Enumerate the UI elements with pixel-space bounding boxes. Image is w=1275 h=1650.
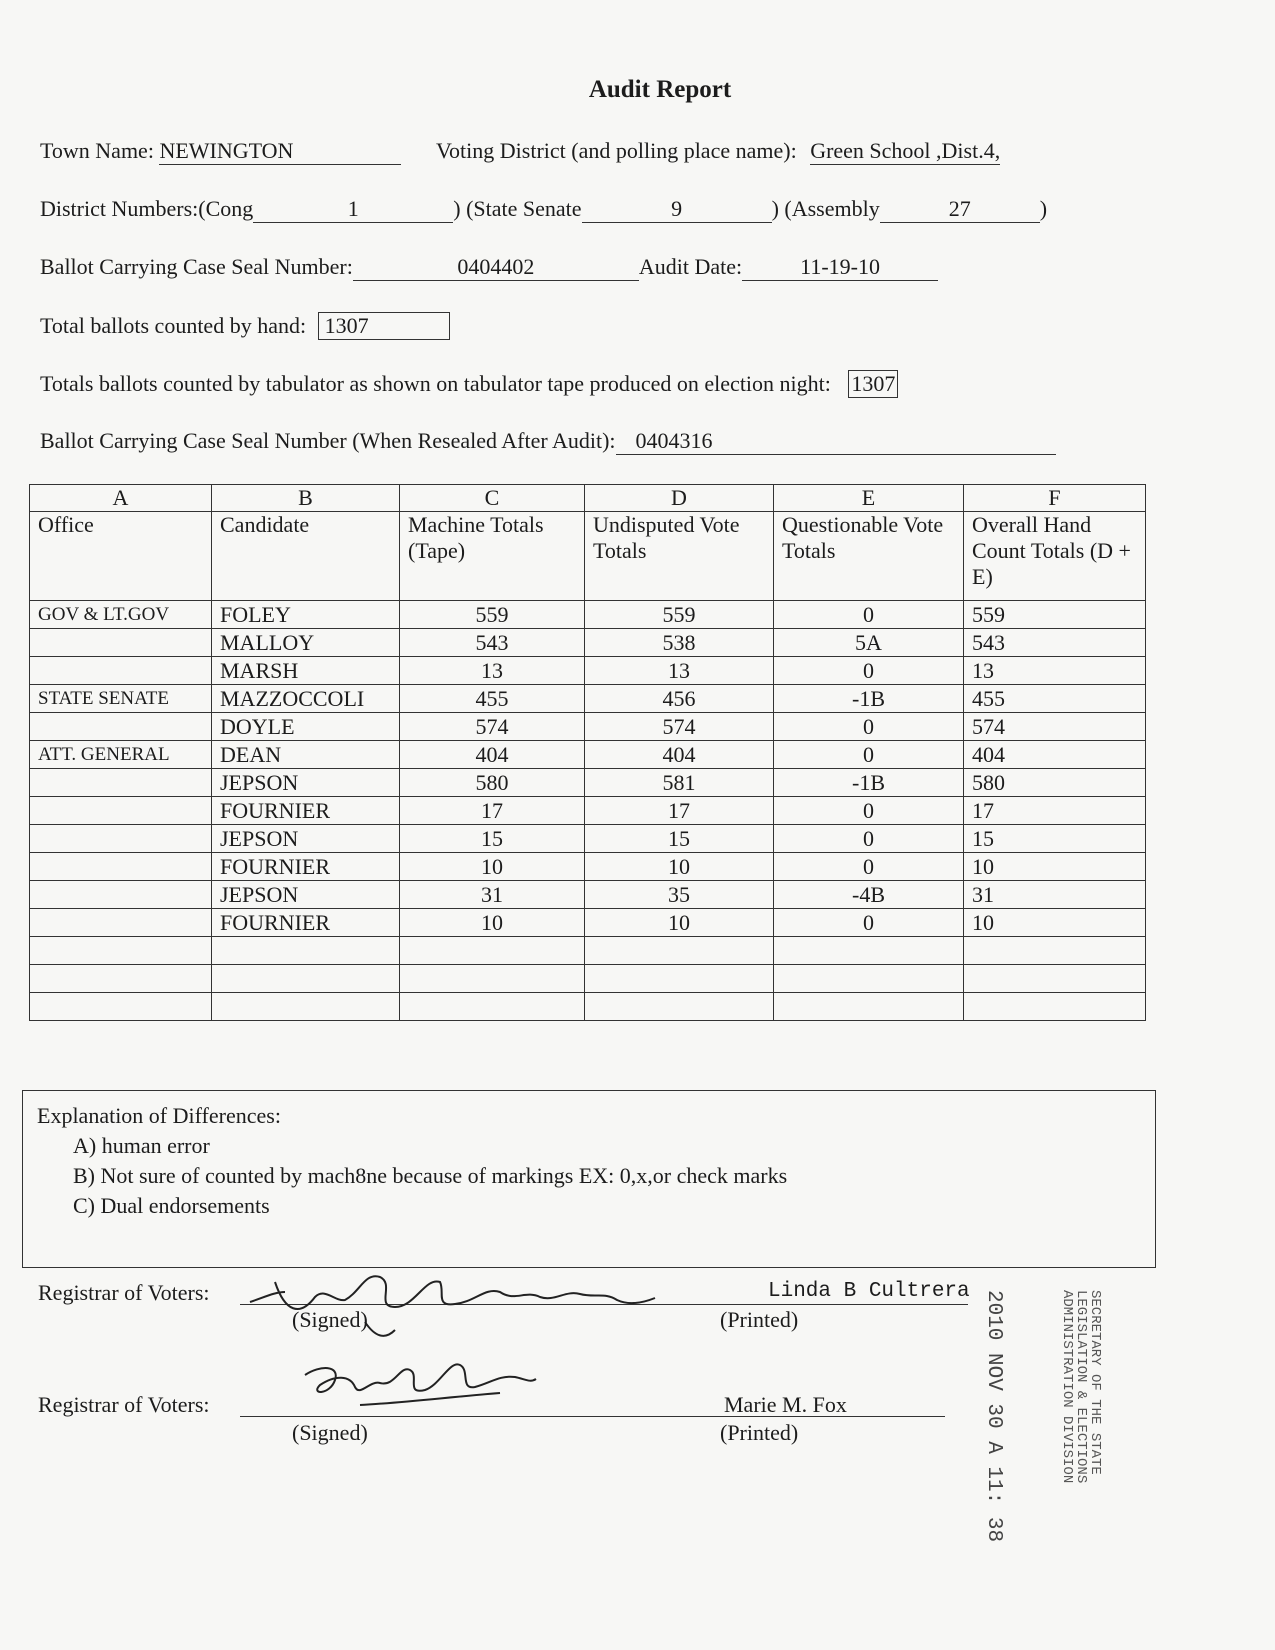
assembly-value: 27 [880, 196, 1040, 223]
machine-total-cell: 543 [400, 629, 585, 657]
senate-label: ) (State Senate [453, 196, 582, 221]
tabulator-value: 1307 [848, 370, 898, 398]
undisputed-total-cell [585, 937, 774, 965]
office-cell [30, 937, 212, 965]
column-header: Undisputed Vote Totals [585, 512, 774, 601]
office-cell [30, 629, 212, 657]
candidate-cell: MALLOY [212, 629, 400, 657]
table-row [30, 993, 1146, 1021]
column-header: Candidate [212, 512, 400, 601]
assembly-close: ) [1039, 196, 1048, 221]
tabulator-line [40, 370, 898, 398]
hand-count-total-cell: 15 [964, 825, 1146, 853]
questionable-total-cell: 0 [774, 657, 964, 685]
column-header: Questionable Vote Totals [774, 512, 964, 601]
district-numbers-line [40, 196, 1047, 223]
questionable-total-cell: -1B [774, 685, 964, 713]
table-row [30, 769, 1146, 797]
town-label: Town Name: [40, 138, 154, 163]
machine-total-cell [400, 993, 585, 1021]
machine-total-cell: 559 [400, 601, 585, 629]
candidate-cell: JEPSON [212, 769, 400, 797]
column-header-row [30, 512, 1146, 601]
hand-count-total-cell: 404 [964, 741, 1146, 769]
candidate-cell: FOURNIER [212, 797, 400, 825]
candidate-cell: JEPSON [212, 825, 400, 853]
table-row [30, 909, 1146, 937]
undisputed-total-cell: 581 [585, 769, 774, 797]
page-title: Audit Report [588, 76, 732, 103]
hand-count-total-cell: 13 [964, 657, 1146, 685]
table-row [30, 825, 1146, 853]
district-line [436, 138, 1000, 165]
explanation-item: B) Not sure of counted by mach8ne because of markings EX: 0,x,or check marks [73, 1163, 788, 1188]
candidate-cell: DOYLE [212, 713, 400, 741]
hand-count-total-cell: 17 [964, 797, 1146, 825]
table-row [30, 853, 1146, 881]
machine-total-cell: 574 [400, 713, 585, 741]
undisputed-total-cell: 538 [585, 629, 774, 657]
questionable-total-cell [774, 993, 964, 1021]
registrar2-printed-caption: (Printed) [720, 1420, 799, 1445]
questionable-total-cell: 5A [774, 629, 964, 657]
table-row [30, 629, 1146, 657]
table-row [30, 797, 1146, 825]
undisputed-total-cell: 15 [585, 825, 774, 853]
registrar2-signed-caption: (Signed) [292, 1420, 368, 1445]
explanation-item: C) Dual endorsements [73, 1193, 270, 1218]
office-cell [30, 993, 212, 1021]
office-cell [30, 713, 212, 741]
table-row [30, 657, 1146, 685]
office-cell [30, 797, 212, 825]
questionable-total-cell [774, 965, 964, 993]
audit-table [29, 484, 1146, 1021]
office-cell: ATT. GENERAL [30, 741, 212, 769]
received-stamp [960, 1290, 1130, 1543]
machine-total-cell [400, 937, 585, 965]
stamp-line2: LEGISLATION & ELECTIONS [1073, 1290, 1089, 1484]
undisputed-total-cell: 13 [585, 657, 774, 685]
seal-label: Ballot Carrying Case Seal Number: [40, 254, 353, 279]
town-line [40, 138, 401, 165]
candidate-cell: FOURNIER [212, 853, 400, 881]
hand-count-label: Total ballots counted by hand: [40, 313, 307, 338]
hand-count-value: 1307 [318, 312, 450, 340]
column-header: Machine Totals (Tape) [400, 512, 585, 601]
undisputed-total-cell: 404 [585, 741, 774, 769]
machine-total-cell: 455 [400, 685, 585, 713]
column-header: Office [30, 512, 212, 601]
explanation-box [22, 1090, 1156, 1268]
machine-total-cell: 31 [400, 881, 585, 909]
hand-count-total-cell [964, 965, 1146, 993]
cong-value: 1 [253, 196, 453, 223]
machine-total-cell: 404 [400, 741, 585, 769]
undisputed-total-cell [585, 993, 774, 1021]
column-letter: D [585, 485, 774, 512]
registrar1-printed-name: Linda B Cultrera [768, 1280, 970, 1303]
column-letter: A [30, 485, 212, 512]
candidate-cell: JEPSON [212, 881, 400, 909]
reseal-label: Ballot Carrying Case Seal Number (When Resealed After Audit): [40, 428, 616, 453]
questionable-total-cell: 0 [774, 797, 964, 825]
office-cell [30, 657, 212, 685]
questionable-total-cell: 0 [774, 853, 964, 881]
undisputed-total-cell: 456 [585, 685, 774, 713]
column-header: Overall Hand Count Totals (D + E) [964, 512, 1146, 601]
audit-date-value: 11-19-10 [742, 254, 938, 281]
questionable-total-cell: -4B [774, 881, 964, 909]
stamp-date: 2010 NOV 30 A 11: 38 [982, 1290, 1005, 1543]
stamp-line3: ADMINISTRATION DIVISION [1059, 1290, 1075, 1484]
candidate-cell [212, 993, 400, 1021]
machine-total-cell [400, 965, 585, 993]
machine-total-cell: 13 [400, 657, 585, 685]
column-letter: C [400, 485, 585, 512]
undisputed-total-cell: 559 [585, 601, 774, 629]
table-row [30, 965, 1146, 993]
candidate-cell: MARSH [212, 657, 400, 685]
undisputed-total-cell: 10 [585, 909, 774, 937]
office-cell: GOV & LT.GOV [30, 601, 212, 629]
undisputed-total-cell: 35 [585, 881, 774, 909]
machine-total-cell: 15 [400, 825, 585, 853]
column-letters-row [30, 485, 1146, 512]
questionable-total-cell: 0 [774, 909, 964, 937]
questionable-total-cell: 0 [774, 825, 964, 853]
questionable-total-cell: 0 [774, 601, 964, 629]
explanation-title: Explanation of Differences: [37, 1103, 281, 1128]
hand-count-total-cell: 455 [964, 685, 1146, 713]
office-cell [30, 909, 212, 937]
reseal-value: 0404316 [616, 428, 1056, 455]
tabulator-label: Totals ballots counted by tabulator as shown on tabulator tape produced on election night: [40, 371, 831, 396]
candidate-cell: FOURNIER [212, 909, 400, 937]
audit-date-label: Audit Date: [638, 254, 743, 279]
undisputed-total-cell [585, 965, 774, 993]
senate-value: 9 [582, 196, 772, 223]
reseal-line [40, 428, 1056, 455]
table-row [30, 713, 1146, 741]
table-row [30, 881, 1146, 909]
candidate-cell: MAZZOCCOLI [212, 685, 400, 713]
questionable-total-cell: -1B [774, 769, 964, 797]
table-row [30, 601, 1146, 629]
district-value: Green School ,Dist.4, [810, 138, 1001, 163]
hand-count-total-cell: 543 [964, 629, 1146, 657]
table-row [30, 685, 1146, 713]
questionable-total-cell: 0 [774, 713, 964, 741]
hand-count-total-cell: 559 [964, 601, 1146, 629]
office-cell [30, 881, 212, 909]
hand-count-total-cell [964, 937, 1146, 965]
candidate-cell: FOLEY [212, 601, 400, 629]
machine-total-cell: 17 [400, 797, 585, 825]
table-row [30, 937, 1146, 965]
seal-line [40, 254, 938, 281]
hand-count-total-cell: 10 [964, 853, 1146, 881]
hand-count-total-cell: 31 [964, 881, 1146, 909]
machine-total-cell: 10 [400, 909, 585, 937]
cong-label: District Numbers:(Cong [40, 196, 254, 221]
hand-count-total-cell: 574 [964, 713, 1146, 741]
questionable-total-cell [774, 937, 964, 965]
registrar2-printed-name: Marie M. Fox [724, 1392, 847, 1417]
office-cell [30, 853, 212, 881]
machine-total-cell: 580 [400, 769, 585, 797]
undisputed-total-cell: 17 [585, 797, 774, 825]
district-label: Voting District (and polling place name): [436, 138, 797, 163]
registrar2-signature [300, 1345, 540, 1415]
undisputed-total-cell: 574 [585, 713, 774, 741]
stamp-line1: SECRETARY OF THE STATE [1087, 1290, 1103, 1475]
undisputed-total-cell: 10 [585, 853, 774, 881]
hand-count-total-cell: 10 [964, 909, 1146, 937]
column-letter: E [774, 485, 964, 512]
candidate-cell [212, 937, 400, 965]
questionable-total-cell: 0 [774, 741, 964, 769]
registrar1-signed-caption: (Signed) [292, 1307, 368, 1332]
registrar1-printed-caption: (Printed) [720, 1307, 799, 1332]
seal-value: 0404402 [353, 254, 639, 281]
hand-count-line [40, 312, 450, 340]
column-letter: F [964, 485, 1146, 512]
explanation-item: A) human error [73, 1133, 210, 1158]
office-cell: STATE SENATE [30, 685, 212, 713]
candidate-cell: DEAN [212, 741, 400, 769]
registrar2-label: Registrar of Voters: [38, 1392, 210, 1417]
office-cell [30, 769, 212, 797]
town-value: NEWINGTON [159, 138, 401, 165]
office-cell [30, 965, 212, 993]
hand-count-total-cell [964, 993, 1146, 1021]
column-letter: B [212, 485, 400, 512]
hand-count-total-cell: 580 [964, 769, 1146, 797]
candidate-cell [212, 965, 400, 993]
office-cell [30, 825, 212, 853]
assembly-label: ) (Assembly [771, 196, 880, 221]
registrar1-label: Registrar of Voters: [38, 1280, 210, 1305]
table-row [30, 741, 1146, 769]
machine-total-cell: 10 [400, 853, 585, 881]
